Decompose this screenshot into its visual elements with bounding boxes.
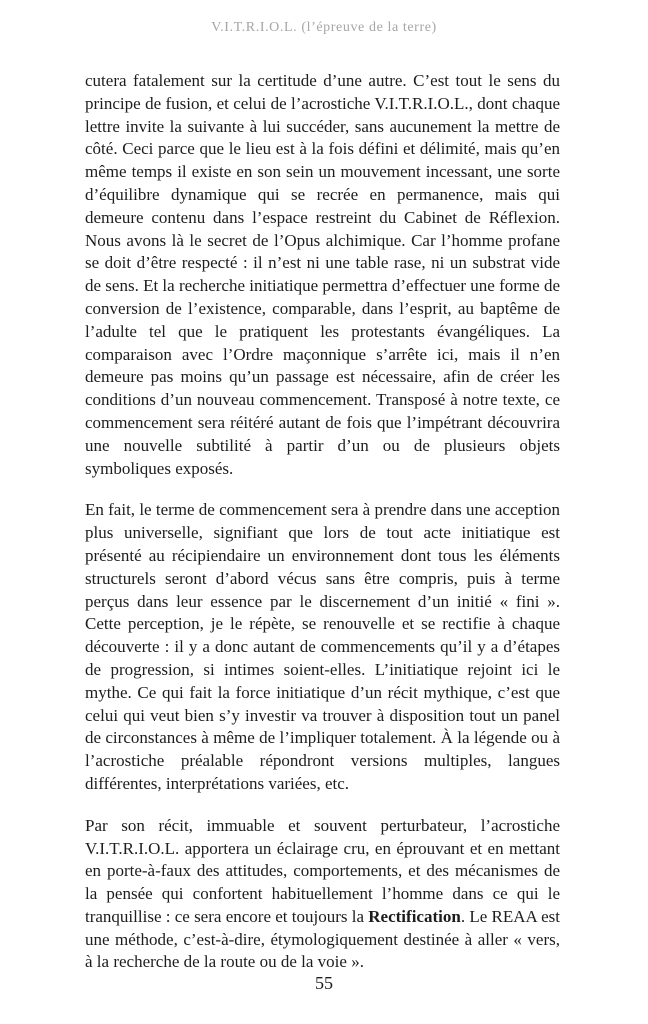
- running-header: V.I.T.R.I.O.L. (l’épreuve de la terre): [211, 20, 437, 35]
- paragraph-2: En fait, le terme de commencement sera à prendre dans une acception plus universelle, signifiant que lors de tout acte initiatique est présenté au récipiendaire un environnement dont tous les éléments structurels seront d’abord vécus sans être compris, puis à terme perçus dans leur essence par le discernement d’un initié « fini ». Cette perception, je le répète, se renouvelle et se rectifie à chaque découverte : il y a donc autant de commencements qu’il y a d’étapes de progression, si intimes soient-elles. L’initiatique rejoint ici le mythe. Ce qui fait la force initiatique d’un récit mythique, c’est que celui qui veut bien s’y investir va trouver à disposition tout un panel de circonstances à même de l’impliquer totalement. À la légende ou à l’acrostiche préalable répondront versions multiples, langues différentes, interprétations variées, etc.: [85, 500, 560, 793]
- body-text: [85, 70, 560, 974]
- paragraph-3-text-end: . Le REAA est une méthode, c’est-à-dire, étymologiquement destinée à aller « vers, à la recherche de la route ou de la voie ».: [85, 906, 560, 972]
- paragraph-3: [85, 815, 560, 975]
- emphasized-term: Rectification: [368, 906, 461, 926]
- paragraph-3-text-start: Par son récit, immuable et souvent perturbateur, l’acrostiche V.I.T.R.I.O.L. apportera un éclairage cru, en éprouvant et en mettant en porte-à-faux des attitudes, comportements, et des mécanismes de la pensée qui confortent habituellement l’homme dans ce qui le tranquillise : ce sera encore et toujours la: [85, 815, 560, 926]
- page-number: 55: [315, 973, 333, 993]
- paragraph-1: cutera fatalement sur la certitude d’une autre. C’est tout le sens du principe de fusion, et celui de l’acrostiche V.I.T.R.I.O.L., dont chaque lettre invite la suivante à lui succéder, sans aucunement la mettre de côté. Ceci parce que le lieu est à la fois défini et délimité, mais qu’en même temps il existe en son sein un mouvement incessant, une sorte d’équilibre dynamique qui se recrée en permanence, mais qui demeure contenu dans l’espace restreint du Cabinet de Réflexion. Nous avons là le secret de l’Opus alchimique. Car l’homme profane se doit d’être respecté : il n’est ni une table rase, ni un substrat vide de sens. Et la recherche initiatique permettra d’effectuer une forme de conversion de l’existence, comparable, dans l’esprit, au baptême de l’adulte tel que le pratiquent les protestants évangéliques. La comparaison avec l’Ordre maçonnique s’arrête ici, mais il n’en demeure pas moins qu’un passage est nécessaire, afin de créer les conditions d’un nouveau commencement. Transposé à notre texte, ce commencement sera réitéré autant de fois que l’impétrant découvrira une nouvelle subtilité à partir d’un ou de plusieurs objets symboliques exposés.: [85, 71, 560, 478]
